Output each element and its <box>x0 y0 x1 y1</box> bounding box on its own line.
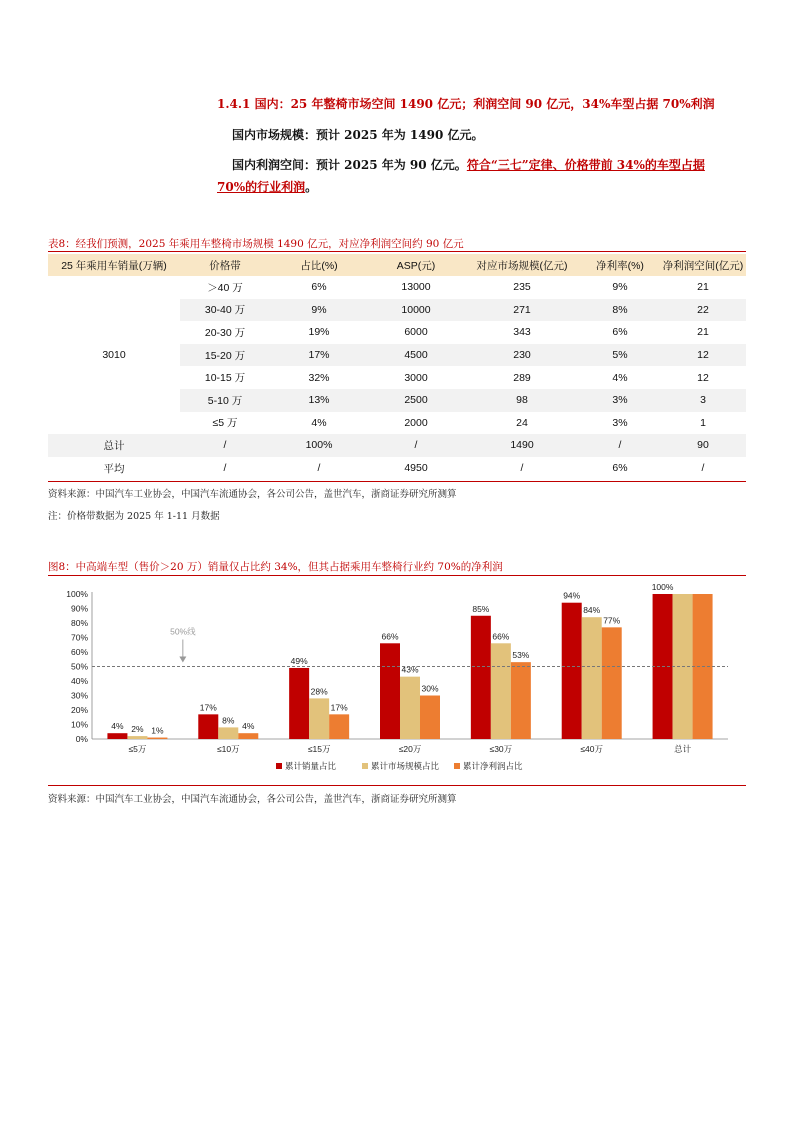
bar-data-label: 28% <box>310 686 328 697</box>
table-bottom-rule <box>48 481 746 482</box>
para-profit-highlight-2: 70%的行业利润 <box>217 180 306 194</box>
cell-band: / <box>223 462 227 475</box>
cell-profit: 1 <box>700 416 706 429</box>
bar-data-label: 84% <box>583 605 601 616</box>
cell-share: 17% <box>270 344 368 367</box>
bar-data-label: 30% <box>421 683 439 694</box>
header-profit: 净利润空间(亿元) <box>660 254 746 276</box>
bar-data-label: 66% <box>492 631 510 642</box>
bar-data-label: 1% <box>151 725 164 736</box>
bar-1 <box>471 616 491 739</box>
cell-asp: 10000 <box>368 299 464 322</box>
cell-margin: 4% <box>612 371 628 384</box>
cell-margin: 3% <box>580 389 660 412</box>
cell-asp: 6000 <box>404 326 428 339</box>
bar-data-label: 49% <box>290 655 308 666</box>
cell-band: ＞40 万 <box>207 281 243 294</box>
header-sales: 25 年乘用车销量(万辆) <box>48 254 180 276</box>
y-tick-label: 70% <box>70 632 88 643</box>
table-header-row <box>48 254 746 276</box>
bar-data-label: 17% <box>199 702 217 713</box>
bar-data-label: 4% <box>111 721 124 732</box>
bar-data-label: 53% <box>512 650 530 661</box>
x-tick-label: ≤10万 <box>216 744 240 754</box>
bar-2 <box>400 677 420 739</box>
bar-data-label: 94% <box>563 590 581 601</box>
bar-1 <box>380 643 400 739</box>
cell-band: 10-15 万 <box>204 372 246 385</box>
y-tick-label: 90% <box>70 603 88 614</box>
cell-band: ≤5 万 <box>212 417 238 430</box>
bar-3 <box>329 714 349 739</box>
y-tick-label: 100% <box>66 589 88 599</box>
cell-market: 230 <box>464 344 580 367</box>
figure-source: 资料来源：中国汽车工业协会，中国汽车流通协会，各公司公告，盖世汽车，浙商证券研究所测算 <box>48 794 457 805</box>
cumulative-share-bar-chart <box>48 578 746 783</box>
cell-share: 100% <box>270 434 368 457</box>
table-note: 注：价格带数据为 2025 年 1-11 月数据 <box>48 511 220 522</box>
forecast-table <box>48 254 746 479</box>
section-heading: 1.4.1 国内：25 年整椅市场空间 1490 亿元；利润空间 90 亿元，34%车型占据 70%利润 <box>217 97 715 111</box>
bar-data-label: 85% <box>472 603 490 614</box>
x-tick-label: ≤5万 <box>128 744 147 754</box>
cell-margin: 6% <box>612 326 628 339</box>
cell-share: 32% <box>308 371 330 384</box>
header-asp: ASP(元) <box>368 254 464 276</box>
reference-line-label: 50%线 <box>170 626 196 637</box>
cell-share: / <box>317 462 321 475</box>
para-profit-prefix: 国内利润空间：预计 2025 年为 90 亿元。 <box>232 158 467 172</box>
cell-market: 24 <box>516 416 528 429</box>
bar-3 <box>147 738 167 739</box>
table-caption: 表8：经我们预测，2025 年乘用车整椅市场规模 1490 亿元，对应净利润空间约 90 亿元 <box>48 238 464 250</box>
cell-share: 6% <box>311 281 327 294</box>
cell-margin: 6% <box>612 462 628 475</box>
bar-3 <box>420 696 440 740</box>
cell-asp: 2500 <box>368 389 464 412</box>
legend-swatch <box>276 763 282 769</box>
table-row-average <box>48 457 746 480</box>
y-tick-label: 80% <box>70 618 88 628</box>
bar-data-label: 66% <box>381 631 399 642</box>
cell-share: 19% <box>308 326 330 339</box>
legend-label: 累计销量占比 <box>285 761 337 771</box>
cell-market: 1490 <box>464 434 580 457</box>
figure-top-rule <box>48 575 746 576</box>
para-profit-highlight-1: 符合“三七”定律、价格带前 34%的车型占据 <box>466 158 705 172</box>
cell-profit: 12 <box>660 344 746 367</box>
cell-asp: 3000 <box>404 371 428 384</box>
cell-asp: 13000 <box>401 281 431 294</box>
bar-data-label: 4% <box>242 721 255 732</box>
cell-asp: 4950 <box>404 462 428 475</box>
cell-asp: 2000 <box>404 416 428 429</box>
cell-margin: / <box>580 434 660 457</box>
cell-asp: 4500 <box>368 344 464 367</box>
cell-share: 4% <box>311 416 327 429</box>
bar-data-label: 2% <box>131 724 144 735</box>
y-tick-label: 50% <box>70 661 88 672</box>
cell-market: / <box>520 462 524 475</box>
cell-market: 98 <box>464 389 580 412</box>
legend-swatch <box>362 763 368 769</box>
cell-band: 20-30 万 <box>204 326 246 339</box>
bar-1 <box>289 668 309 739</box>
cell-margin: 3% <box>612 416 628 429</box>
bar-data-label: 17% <box>330 702 348 713</box>
cell-profit: 3 <box>660 389 746 412</box>
header-share: 占比(%) <box>270 254 368 276</box>
figure-bottom-rule <box>48 785 746 786</box>
cell-average-label: 平均 <box>103 462 125 475</box>
cell-profit: / <box>701 462 705 475</box>
cell-market: 271 <box>464 299 580 322</box>
table-row <box>48 276 746 299</box>
cell-total-label: 总计 <box>48 434 180 457</box>
bar-3 <box>238 733 258 739</box>
cell-band: 30-40 万 <box>180 299 270 322</box>
x-tick-label: ≤30万 <box>489 744 513 754</box>
cell-asp: / <box>368 434 464 457</box>
cell-band: 15-20 万 <box>180 344 270 367</box>
bar-data-label: 43% <box>401 664 419 675</box>
x-tick-label: ≤20万 <box>398 744 422 754</box>
x-tick-label: ≤40万 <box>580 744 604 754</box>
table-source: 资料来源：中国汽车工业协会，中国汽车流通协会，各公司公告，盖世汽车，浙商证券研究所测算 <box>48 489 457 500</box>
cell-margin: 8% <box>580 299 660 322</box>
cell-margin: 9% <box>612 281 628 294</box>
bar-data-label: 77% <box>603 615 621 626</box>
x-tick-label: ≤15万 <box>307 744 331 754</box>
y-tick-label: 20% <box>70 705 88 715</box>
bar-2 <box>218 727 238 739</box>
x-tick-label: 总计 <box>674 744 692 754</box>
cell-share: 13% <box>270 389 368 412</box>
cell-profit: 21 <box>697 281 709 294</box>
cell-share: 9% <box>270 299 368 322</box>
bar-2 <box>582 617 602 739</box>
cell-market: 343 <box>513 326 531 339</box>
bar-data-label: 8% <box>222 715 235 726</box>
para-profit-space-cont: 70%的行业利润。 <box>217 180 318 194</box>
cell-sales-volume: 3010 <box>48 276 180 434</box>
table-row-total <box>48 434 746 457</box>
legend-label: 累计净利润占比 <box>463 761 523 771</box>
reference-arrow-icon <box>179 657 186 663</box>
header-market: 对应市场规模(亿元) <box>464 254 580 276</box>
cell-market: 289 <box>513 371 531 384</box>
y-tick-label: 10% <box>70 719 88 730</box>
legend-swatch <box>454 763 460 769</box>
bar-1 <box>107 733 127 739</box>
y-tick-label: 30% <box>70 690 88 701</box>
bar-data-label: 100% <box>651 582 674 592</box>
bar-2 <box>127 736 147 739</box>
header-margin: 净利率(%) <box>580 254 660 276</box>
para-market-size: 国内市场规模：预计 2025 年为 1490 亿元。 <box>232 128 484 142</box>
bar-2 <box>491 643 511 739</box>
bar-3 <box>511 662 531 739</box>
cell-profit: 90 <box>660 434 746 457</box>
y-tick-label: 40% <box>70 676 88 686</box>
cell-market: 235 <box>513 281 531 294</box>
para-profit-space <box>232 156 705 173</box>
bar-3 <box>602 627 622 739</box>
cell-profit: 21 <box>697 326 709 339</box>
bar-1 <box>562 603 582 739</box>
bar-1 <box>198 714 218 739</box>
cell-margin: 5% <box>580 344 660 367</box>
bar-2 <box>309 698 329 739</box>
y-tick-label: 0% <box>75 734 88 744</box>
cell-band: / <box>180 434 270 457</box>
cell-profit: 22 <box>660 299 746 322</box>
legend-label: 累计市场规模占比 <box>371 761 440 771</box>
cell-band: 5-10 万 <box>180 389 270 412</box>
header-band: 价格带 <box>180 254 270 276</box>
table-top-rule <box>48 251 746 252</box>
cell-profit: 12 <box>697 371 709 384</box>
figure-caption: 图8：中高端车型（售价＞20 万）销量仅占比约 34%，但其占据乘用车整椅行业约 70%的净利润 <box>48 561 503 573</box>
y-tick-label: 60% <box>70 647 88 657</box>
